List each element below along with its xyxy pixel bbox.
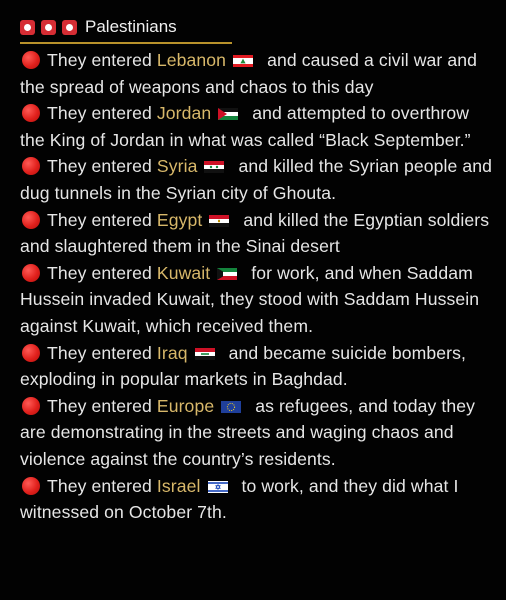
eu-flag-icon	[221, 401, 241, 413]
red-square-icon	[20, 20, 35, 35]
red-circle-icon	[22, 264, 40, 282]
list-item	[20, 260, 496, 340]
list-item	[20, 473, 496, 526]
place-name: Iraq	[156, 342, 188, 363]
entry-prefix: They entered	[47, 262, 157, 283]
entry-prefix: They entered	[47, 156, 157, 177]
entry-text: for work, and when Saddam Hussein invaded Kuwait, they stood with Saddam Hussein against Kuwait, which received them.	[20, 262, 480, 336]
syria-flag-icon	[204, 161, 224, 173]
entry-prefix: They entered	[47, 395, 157, 416]
red-circle-icon	[22, 157, 40, 175]
red-square-icon	[41, 20, 56, 35]
red-circle-icon	[22, 344, 40, 362]
place-name: Kuwait	[156, 262, 211, 283]
entry-text: and attempted to overthrow the King of Jordan in what was called “Black September.”	[20, 103, 471, 150]
red-square-icon	[62, 20, 77, 35]
place-name: Jordan	[156, 103, 212, 124]
header-underline	[20, 42, 232, 44]
list-item	[20, 393, 496, 473]
entry-text: and became suicide bombers, exploding in popular markets in Baghdad.	[20, 342, 466, 390]
red-circle-icon	[22, 397, 40, 415]
kuwait-flag-icon	[217, 268, 237, 280]
header	[20, 14, 496, 40]
list-item	[20, 340, 496, 393]
header-title: Palestinians	[85, 17, 177, 36]
iraq-flag-icon	[195, 348, 215, 360]
entry-text: and caused a civil war and the spread of weapons and chaos to this day	[20, 50, 478, 97]
list-item	[20, 153, 496, 206]
lebanon-flag-icon	[233, 55, 253, 67]
entry-text: and killed the Egyptian soldiers and slaughtered them in the Sinai desert	[20, 209, 490, 257]
entry-prefix: They entered	[47, 209, 157, 230]
jordan-flag-icon	[218, 108, 238, 120]
entry-prefix: They entered	[47, 342, 157, 363]
place-name: Syria	[156, 156, 198, 177]
egypt-flag-icon	[209, 215, 229, 227]
place-name: Egypt	[156, 209, 203, 230]
israel-flag-icon	[208, 481, 228, 493]
place-name: Israel	[156, 475, 201, 496]
place-name: Lebanon	[156, 50, 227, 70]
entry-text: and killed the Syrian people and dug tunnels in the Syrian city of Ghouta.	[20, 156, 493, 203]
place-name: Europe	[156, 395, 215, 416]
red-circle-icon	[22, 104, 40, 122]
entry-prefix: They entered	[47, 475, 157, 496]
red-circle-icon	[22, 477, 40, 495]
entry-prefix: They entered	[47, 103, 157, 124]
entry-prefix: They entered	[47, 50, 157, 70]
entry-list	[20, 47, 496, 526]
red-circle-icon	[22, 51, 40, 69]
red-circle-icon	[22, 211, 40, 229]
list-item	[20, 207, 496, 260]
list-item	[20, 100, 496, 153]
entry-text: to work, and they did what I witnessed on October 7th.	[20, 475, 459, 523]
list-item	[20, 47, 496, 100]
entry-text: as refugees, and today they are demonstrating in the streets and waging chaos and violence against the country’s residents.	[20, 395, 476, 469]
